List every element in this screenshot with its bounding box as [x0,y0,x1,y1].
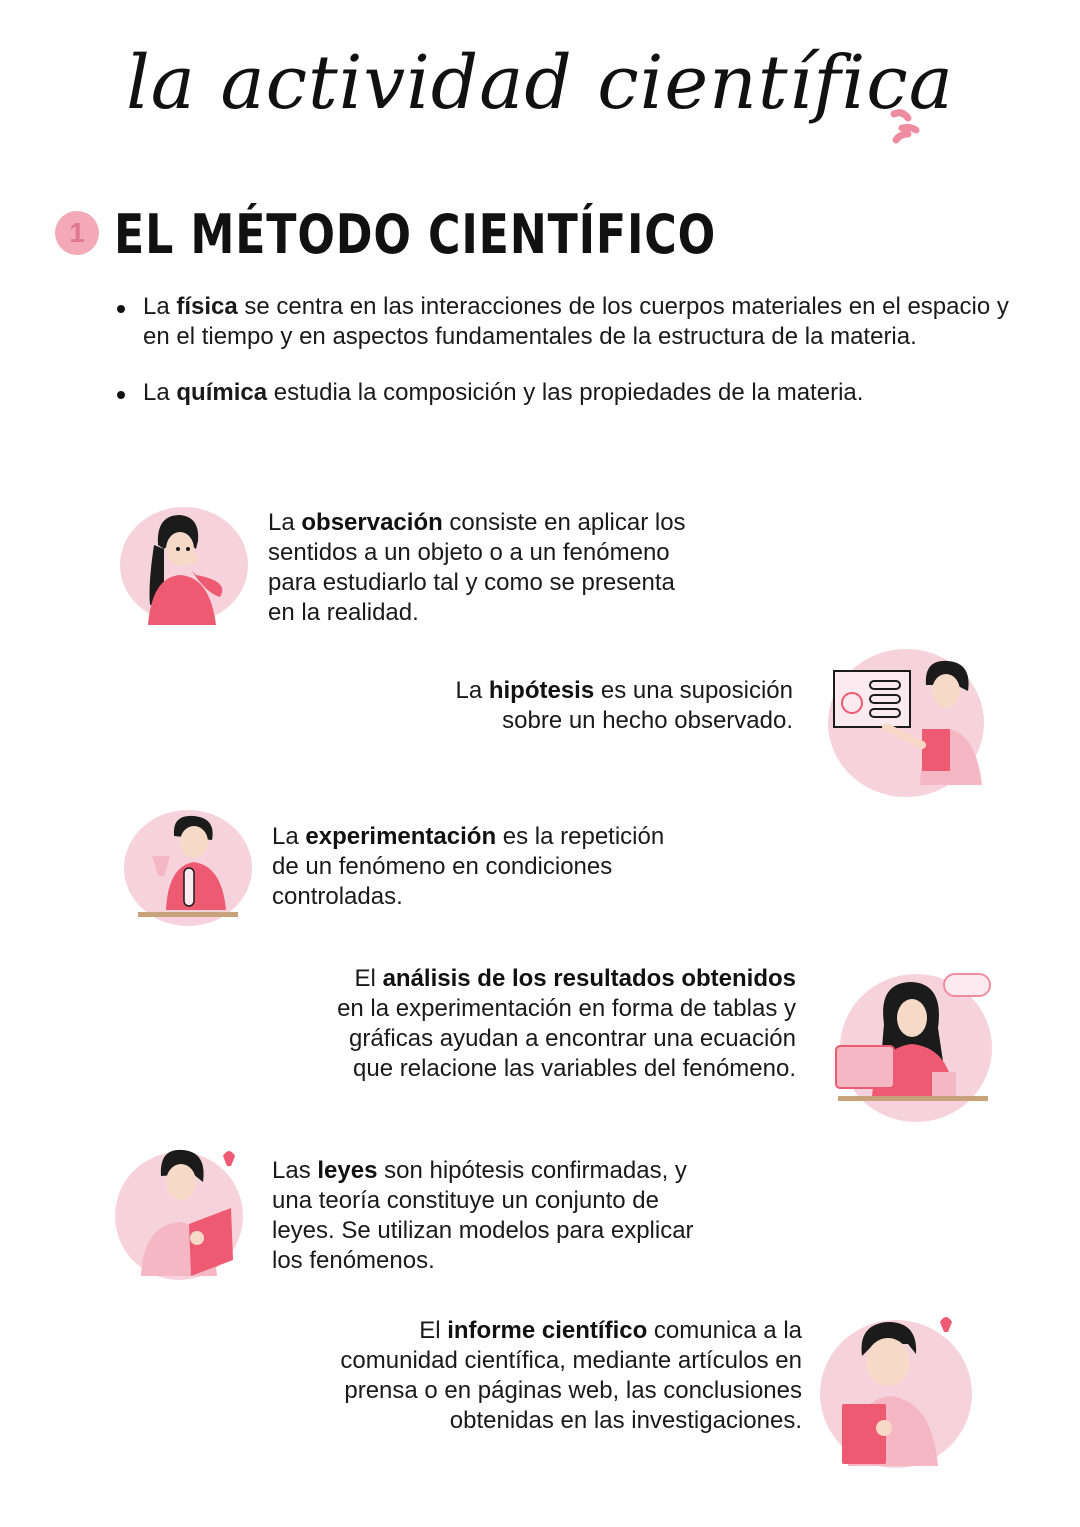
experimenting-person-icon [122,806,254,930]
observing-person-icon [118,505,252,627]
step-leyes-text: Las leyes son hipótesis confirmadas, y una teoría constituye un conjunto de leyes. Se utilizan modelos para explicar los fenómenos. [272,1157,694,1274]
step-informe-text: El informe científico comunica a la comunidad científica, mediante artículos en prensa o en páginas web, las conclusiones obtenidas en las investigaciones. [340,1317,802,1434]
list-item: La química estudia la composición y las propiedades de la materia. [115,378,1015,408]
hypothesis-board-person-icon [826,645,988,797]
idea-reading-person-icon [113,1142,253,1282]
step-observacion-text: La observación consiste en aplicar los sentidos a un objeto o a un fenómeno para estudiarlo tal y como se presenta en la realidad. [268,509,686,626]
step-analisis-text: El análisis de los resultados obtenidos en la experimentación en forma de tablas y gráficas ayudan a encontrar una ecuación que relacione las variables del fenómeno. [337,965,796,1082]
step-experimentacion-text: La experimentación es la repetición de un fenómeno en condiciones controladas. [272,823,665,910]
page-title: la actividad científica [126,40,954,126]
definition-list [115,292,1015,434]
section-number-badge: 1 [55,211,99,255]
sparkle-icon [888,104,928,148]
tablet-analysis-person-icon [832,968,994,1126]
section-title: EL MÉTODO CIENTÍFICO [114,203,717,266]
report-person-icon [818,1300,976,1472]
step-hipotesis-text: La hipótesis es una suposición sobre un hecho observado. [455,677,793,734]
list-item: La física se centra en las interacciones de los cuerpos materiales en el espacio y en el tiempo y en aspectos fundamentales de la estructura de la materia. [115,292,1015,352]
